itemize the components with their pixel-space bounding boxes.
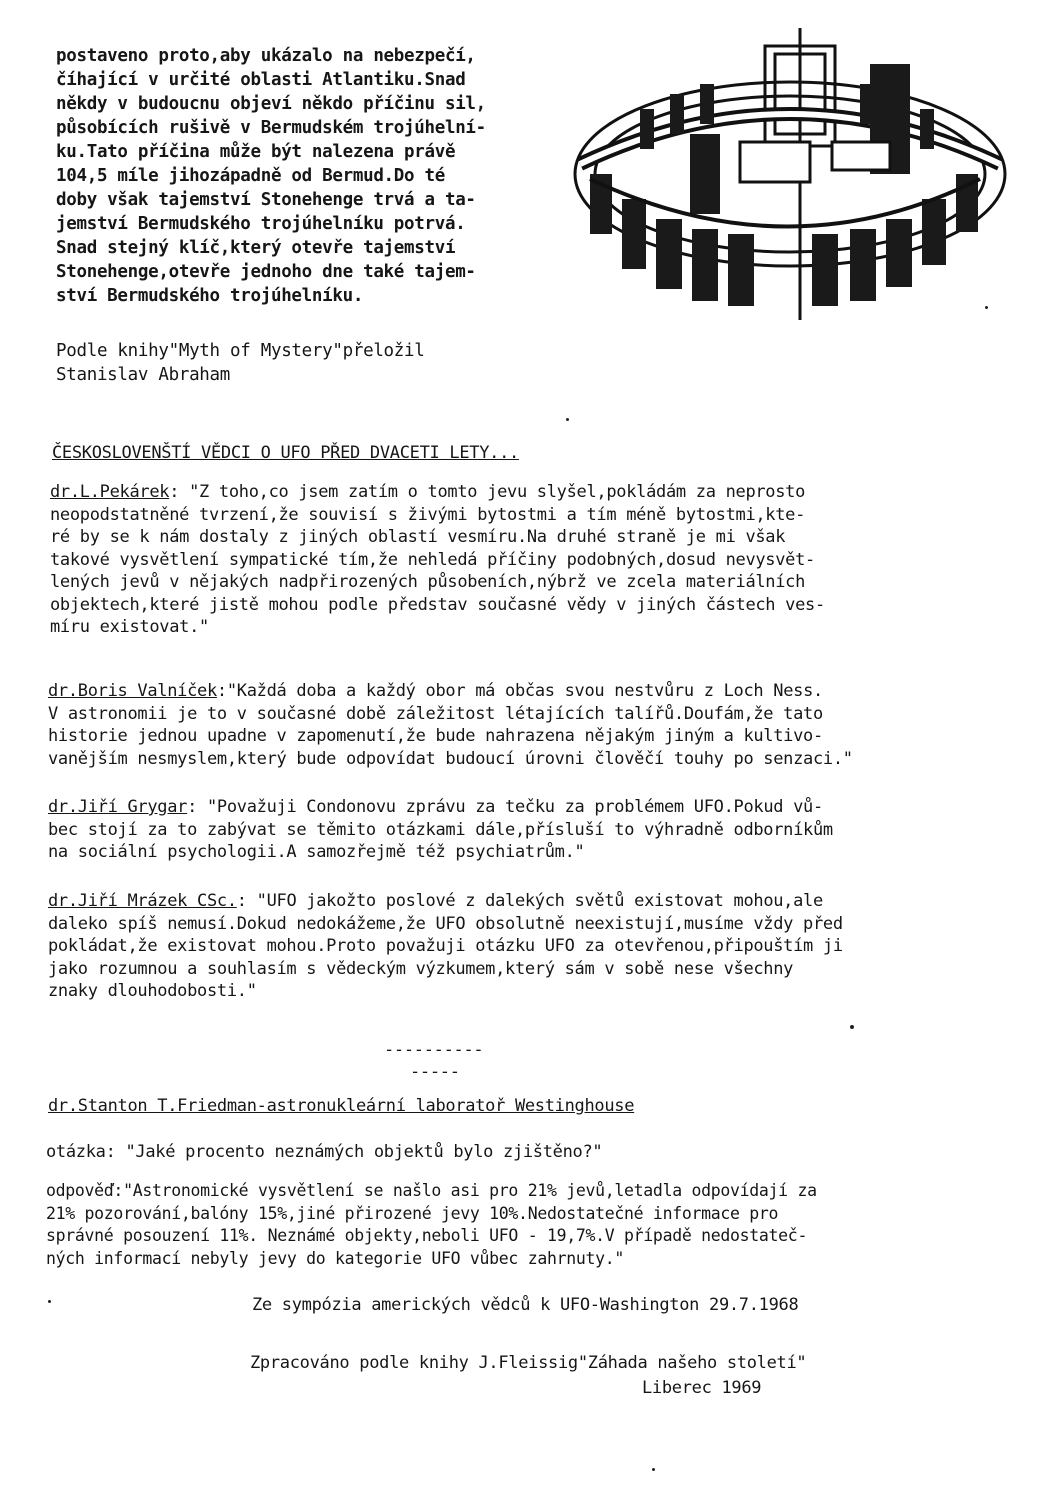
scan-speck [985, 306, 988, 309]
translation-credit: Podle knihy"Myth of Mystery"přeložil Stanislav Abraham [56, 341, 425, 385]
speaker-name: dr.Jiří Mrázek CSc. [48, 891, 237, 911]
scan-speck [652, 1468, 655, 1471]
quote-body: V astronomii je to v současné době záležitost létajících talířů.Doufám,že tato historie jednou upadne v zapomenutí,že bude nahrazena nějakým jiným a kultivo- vanějším nesmyslem,který bude odpovídat budoucí úrovni člověčí touhy po senzaci." [48, 703, 853, 769]
speaker-name: dr.Boris Valníček [48, 681, 217, 701]
separator-long: ---------- [384, 1040, 484, 1060]
quote-body: bec stojí za to zabývat se těmito otázkami dále,přísluší to výhradně odborníkům na sociální psychologii.A samozřejmě též psychiatrům." [48, 819, 833, 862]
speaker-name: dr.L.Pekárek [50, 482, 170, 502]
quote-pekarek [50, 481, 825, 639]
quote-first-line: : "UFO jakožto poslové z dalekých světů existovat mohou,ale [236, 891, 823, 911]
scan-speck [850, 1025, 854, 1029]
source-line: Zpracováno podle knihy J.Fleissig"Záhada našeho století" [250, 1353, 807, 1373]
quote-valnicek [48, 680, 853, 770]
quote-first-line: : "Považuji Condonovu zprávu za tečku za problémem UFO.Pokud vů- [187, 797, 823, 817]
separator-short: ----- [410, 1062, 460, 1082]
quote-first-line: :"Každá doba a každý obor má občas svou nestvůru z Loch Ness. [216, 681, 823, 701]
intro-paragraph: postaveno proto,aby ukázalo na nebezpečí, číhající v určité oblasti Atlantiku.Snad někdy v budoucnu objeví někdo příčinu sil, působících rušivě v Bermudském trojúhelní- ku.Tato příčina může být nalezena právě 104,5 míle jihozápadně od Bermud.Do té doby však tajemství Stonehenge trvá a ta- jemství Bermudského trojúhelníku potrvá. Snad stejný klíč,který otevře tajemství Stonehenge,otevře jednoho dne také tajem- ství Bermudského trojúhelníku. [56, 46, 486, 306]
quote-grygar [48, 796, 833, 864]
stonehenge-illustration [560, 24, 1020, 324]
interview-title: dr.Stanton T.Friedman-astronukleární laboratoř Westinghouse [48, 1096, 635, 1116]
interview-answer: odpověď:"Astronomické vysvětlení se našlo asi pro 21% jevů,letadla odpovídají za 21% pozorování,balóny 15%,jiné přirozené jevy 10%.Nedostatečné informace pro správné posouzení 11%. Neznámé objekty,neboli UFO - 19,7%.V případě nedostateč- ných informací nebyly jevy do kategorie UFO vůbec zahrnuty." [46, 1181, 817, 1268]
section-heading: ČESKOSLOVENŠTÍ VĚDCI O UFO PŘED DVACETI LETY... [52, 443, 519, 463]
quote-body: neopodstatněné tvrzení,že souvisí s živými bytostmi a tím méně bytostmi,kte- ré by se k nám dostaly z jiných oblastí vesmíru.Na druhé straně je mi však takové vysvětlení sympatické tím,že nehledá příčiny podobných,dosud nevysvět- lených jevů v nějakých nadpřirozených působeních,nýbrž ve zcela materiálních objektech,které jistě mohou podle představ současné vědy v jiných částech ves- míru existovat." [50, 504, 825, 637]
scan-speck [566, 418, 569, 421]
source-line: Ze sympózia amerických vědců k UFO-Washington 29.7.1968 [252, 1295, 799, 1315]
quote-first-line: : "Z toho,co jsem zatím o tomto jevu slyšel,pokládám za neprosto [169, 482, 806, 502]
quote-body: daleko spíš nemusí.Dokud nedokážeme,že UFO obsolutně neexistují,musíme vždy před pokládat,že existovat mohou.Proto považuji otázku UFO za otevřenou,připouštím ji jako rozumnou a souhlasím s vědeckým výzkumem,který sám v sobě nese všechny znaky dlouhodobosti." [48, 913, 843, 1001]
interview-question: otázka: "Jaké procento neznámých objektů bylo zjištěno?" [46, 1142, 603, 1162]
quote-mrazek [48, 890, 843, 1003]
scan-speck [48, 1300, 51, 1303]
speaker-name: dr.Jiří Grygar [48, 797, 188, 817]
source-line: Liberec 1969 [642, 1378, 762, 1398]
